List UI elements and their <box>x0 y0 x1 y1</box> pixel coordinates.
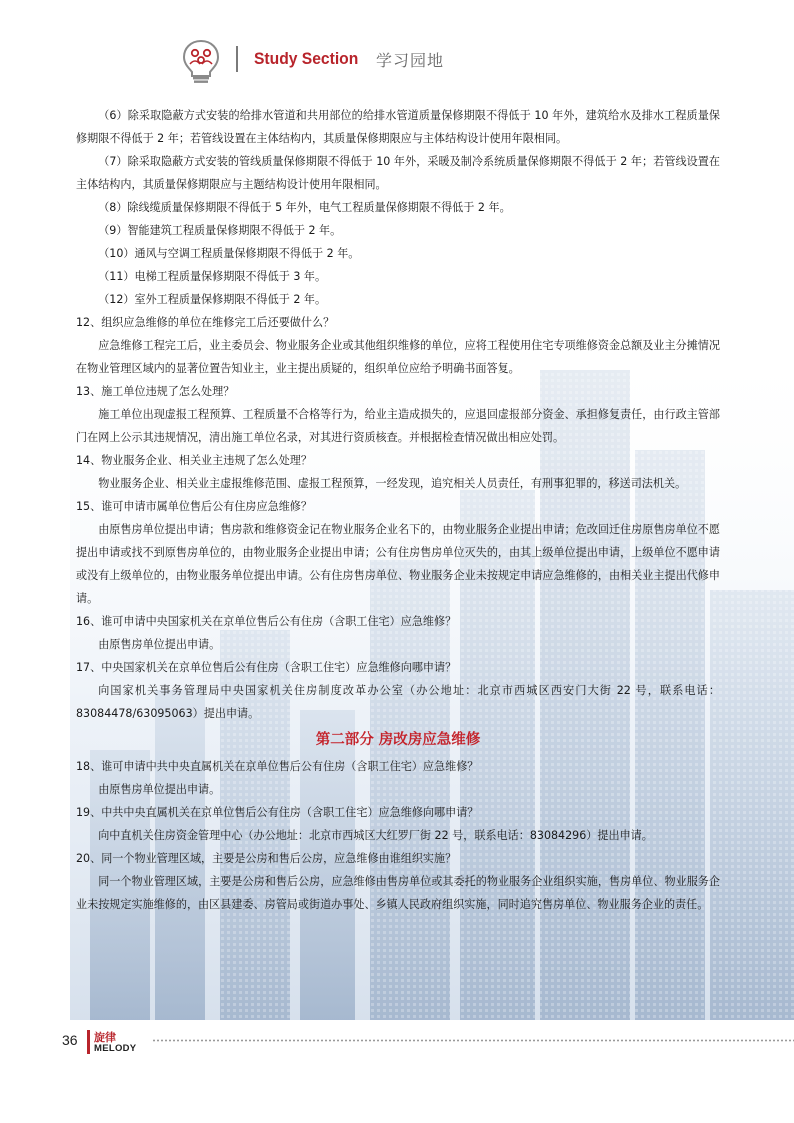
lightbulb-people-icon <box>180 38 222 84</box>
answer: 向国家机关事务管理局中央国家机关住房制度改革办公室（办公地址：北京市西城区西安门大街 22 号，联系电话：83084478/63095063）提出申请。 <box>76 684 720 720</box>
brand-name-en: MELODY <box>94 1043 137 1054</box>
answer: 同一个物业管理区域，主要是公房和售后公房，应急维修由售房单位或其委托的物业服务企业组织实施，售房单位、物业服务企业未按规定实施维修的，由区县建委、房管局或街道办事处、乡镇人民政府组织实施，同时追究售房单位、物业服务企业的责任。 <box>76 875 720 911</box>
page-header <box>0 0 794 90</box>
answer: 施工单位出现虚报工程预算、工程质量不合格等行为，给业主造成损失的，应退回虚报部分资金、承担修复责任，由行政主管部门在网上公示其违规情况，清出施工单位名录，对其进行资质核查。并根据检查情况做出相应处罚。 <box>76 408 720 444</box>
brand-name-cn: 旋律 <box>94 1031 116 1044</box>
paragraph: （9）智能建筑工程质量保修期限不得低于 2 年。 <box>98 224 342 237</box>
question: 16、谁可申请中央国家机关在京单位售后公有住房（含职工住宅）应急维修？ <box>76 615 457 628</box>
article-body <box>76 104 720 916</box>
question: 18、谁可申请中共中央直属机关在京单位售后公有住房（含职工住宅）应急维修？ <box>76 760 479 773</box>
part-title: 第二部分 房改房应急维修 <box>315 732 481 748</box>
question: 20、同一个物业管理区域，主要是公房和售后公房，应急维修由谁组织实施？ <box>76 852 457 865</box>
question: 15、谁可申请市属单位售后公有住房应急维修？ <box>76 500 312 513</box>
answer: 由原售房单位提出申请；售房款和维修资金记在物业服务企业名下的，由物业服务企业提出申请；危改回迁住房原售房单位不愿提出申请或找不到原售房单位的，由物业服务企业提出申请；公有住房售房单位灭失的，由其上级单位提出申请，上级单位不愿申请或没有上级单位的，由物业服务单位提出申请。公有住房售房单位、物业服务企业未按规定申请应急维修的，由相关业主提出代修申请。 <box>76 523 720 605</box>
paragraph: （11）电梯工程质量保修期限不得低于 3 年。 <box>98 270 327 283</box>
question: 12、组织应急维修的单位在维修完工后还要做什么？ <box>76 316 335 329</box>
footer-accent-bar <box>87 1030 90 1054</box>
answer: 应急维修工程完工后，业主委员会、物业服务企业或其他组织维修的单位，应将工程使用住宅专项维修资金总额及业主分摊情况在物业管理区域内的显著位置告知业主，业主提出质疑的，组织单位应给予明确书面答复。 <box>76 339 720 375</box>
section-title-en: Study Section <box>254 49 359 68</box>
answer: 向中直机关住房资金管理中心（办公地址：北京市西城区大红罗厂街 22 号，联系电话：83084296）提出申请。 <box>98 829 653 842</box>
answer: 物业服务企业、相关业主虚报维修范围、虚报工程预算，一经发现，追究相关人员责任，有刑事犯罪的，移送司法机关。 <box>98 477 687 490</box>
header-divider <box>236 46 238 72</box>
paragraph: （6）除采取隐蔽方式安装的给排水管道和共用部位的给排水管道质量保修期限不得低于 10 年外，建筑给水及排水工程质量保修期限不得低于 2 年；若管线设置在主体结构内，其质量保修期限应与主体结构设计使用年限相同。 <box>76 109 720 145</box>
question: 19、中共中央直属机关在京单位售后公有住房（含职工住宅）应急维修向哪申请？ <box>76 806 479 819</box>
paragraph: （8）除线缆质量保修期限不得低于 5 年外，电气工程质量保修期限不得低于 2 年。 <box>98 201 511 214</box>
paragraph: （12）室外工程质量保修期限不得低于 2 年。 <box>98 293 327 306</box>
answer: 由原售房单位提出申请。 <box>98 783 221 796</box>
question: 13、施工单位违规了怎么处理？ <box>76 385 235 398</box>
question: 17、中央国家机关在京单位售后公有住房（含职工住宅）应急维修向哪申请？ <box>76 661 457 674</box>
footer-dotted-rule <box>152 1039 794 1042</box>
answer: 由原售房单位提出申请。 <box>98 638 221 651</box>
question: 14、物业服务企业、相关业主违规了怎么处理？ <box>76 454 312 467</box>
page-footer <box>0 1020 794 1060</box>
paragraph: （7）除采取隐蔽方式安装的管线质量保修期限不得低于 10 年外，采暖及制冷系统质量保修期限不得低于 2 年；若管线设置在主体结构内，其质量保修期限应与主题结构设计使用年限相同。 <box>76 155 720 191</box>
paragraph: （10）通风与空调工程质量保修期限不得低于 2 年。 <box>98 247 360 260</box>
section-title-cn: 学习园地 <box>376 51 445 70</box>
page-number: 36 <box>62 1032 78 1048</box>
